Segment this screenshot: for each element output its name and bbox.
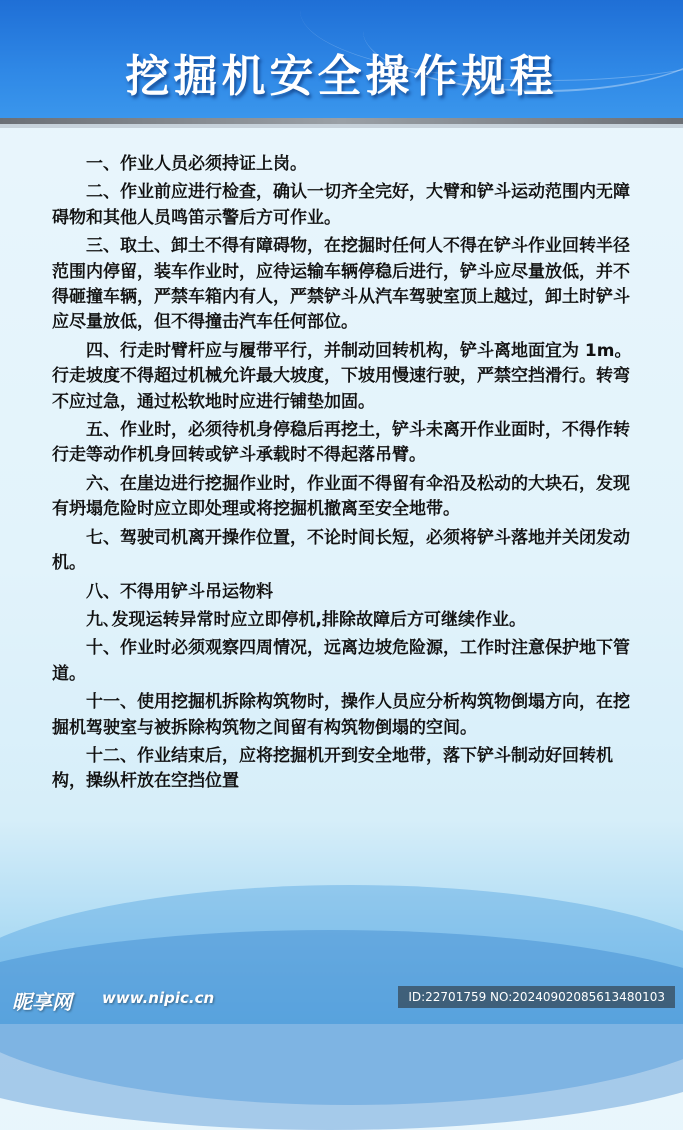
page-title: 挖掘机安全操作规程 xyxy=(125,51,558,102)
rule-item: 一、作业人员必须持证上岗。 xyxy=(86,154,307,174)
rule-item: 八、不得用铲斗吊运物料 xyxy=(86,581,273,602)
rule-item: 十、作业时必须观察四周情况，远离边坡危险源，工作时注意保护地下管道。 xyxy=(52,638,630,684)
title-divider-light xyxy=(0,124,683,128)
rule-item: 九､发现运转异常时应立即停机,排除故障后方可继续作业。 xyxy=(86,609,526,630)
rules-list xyxy=(52,152,637,798)
header-banner xyxy=(0,0,683,118)
rule-item: 十一、使用挖掘机拆除构筑物时，操作人员应分析构筑物倒塌方向，在挖掘机驾驶室与被拆除构筑物之间留有构筑物倒塌的空间。 xyxy=(52,692,630,738)
watermark-url: www.nipic.cn xyxy=(102,989,215,1007)
watermark-id: ID:22701759 NO:20240902085613480103 xyxy=(398,986,675,1008)
rule-item: 三、取土、卸土不得有障碍物，在挖掘时任何人不得在铲斗作业回转半径范围内停留，装车作业时，应待运输车辆停稳后进行，铲斗应尽量放低，并不得砸撞车辆，严禁车箱内有人，严禁铲斗从汽车驾驶室顶上越过，卸土时铲斗应尽量放低，但不得撞击汽车任何部位。 xyxy=(52,236,630,333)
rule-item: 五、作业时，必须待机身停稳后再挖土，铲斗未离开作业面时，不得作转行走等动作机身回转或铲斗承载时不得起落吊臂。 xyxy=(52,420,630,466)
rule-item: 七、驾驶司机离开操作位置，不论时间长短，必须将铲斗落地并关闭发动机。 xyxy=(52,527,630,574)
rule-item: 二、作业前应进行检查，确认一切齐全完好，大臂和铲斗运动范围内无障碍物和其他人员鸣笛示警后方可作业。 xyxy=(52,182,630,228)
watermark-logo: 昵享网 xyxy=(12,990,72,1014)
rule-item: 四、行走时臂杆应与履带平行，并制动回转机构，铲斗离地面宜为 1m。行走坡度不得超过机械允许最大坡度，下坡用慢速行驶，严禁空挡滑行。转弯不应过急，通过松软地时应进行铺垫加固。 xyxy=(52,340,632,412)
bottom-wave-decoration xyxy=(0,930,683,1130)
rule-item: 六、在崖边进行挖掘作业时，作业面不得留有伞沿及松动的大块石，发现有坍塌危险时应立即处理或将挖掘机撤离至安全地带。 xyxy=(52,473,630,520)
rule-item: 十二、作业结束后，应将挖掘机开到安全地带，落下铲斗制动好回转机构，操纵杆放在空挡位置 xyxy=(52,745,613,792)
watermark-bar xyxy=(0,984,683,1024)
